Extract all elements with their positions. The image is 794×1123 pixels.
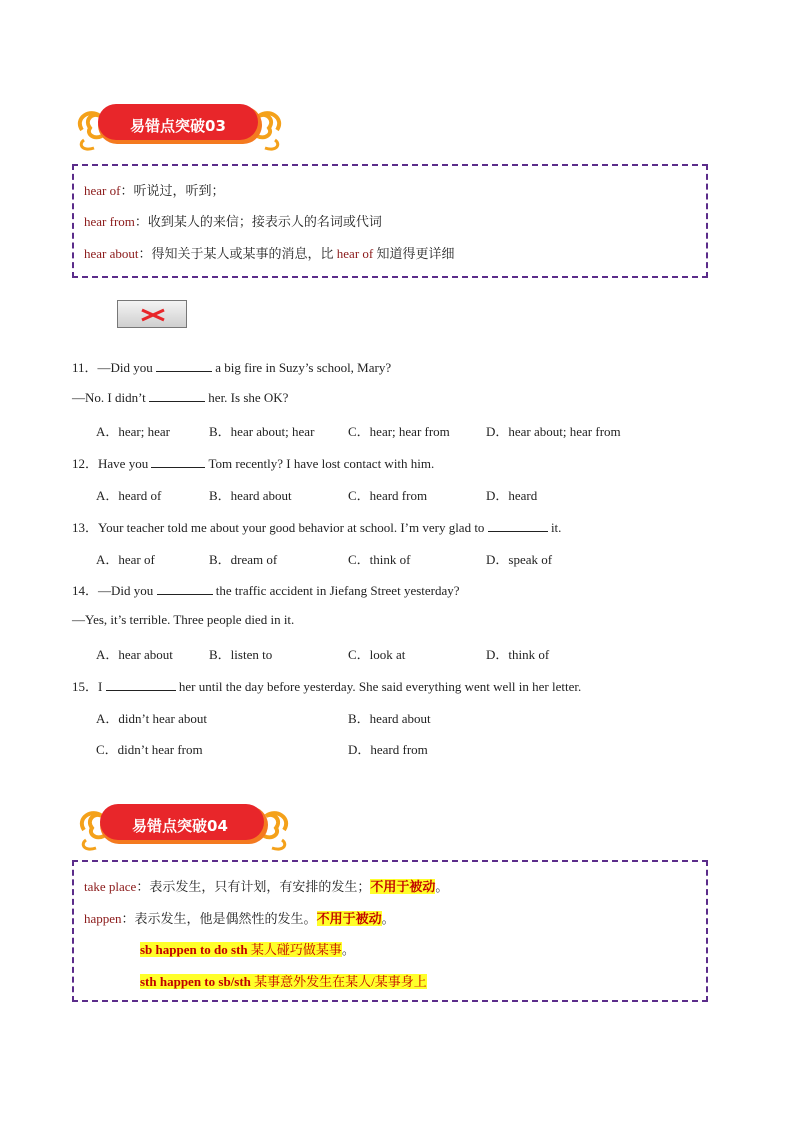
option-c[interactable]: C．hear; hear from	[348, 424, 450, 439]
section-banner-2	[74, 800, 294, 856]
option-c[interactable]: C．look at	[348, 647, 406, 662]
option-c[interactable]: C．didn’t hear from	[96, 742, 203, 757]
pattern-meaning: 某事意外发生在某人/某事身上	[250, 974, 427, 989]
option-b[interactable]: B．hear about; hear	[209, 424, 315, 439]
highlight-text: 不用于被动	[370, 879, 436, 894]
note-text: ：得知关于某人或某事的消息，比	[138, 246, 337, 261]
section-banner-1	[72, 100, 287, 156]
note-text: ：表示发生，他是偶然性的发生。	[121, 911, 317, 926]
option-a[interactable]: A．didn’t hear about	[96, 711, 207, 726]
note-box-1	[72, 164, 708, 278]
question-14-line-2	[72, 612, 294, 628]
cross-icon	[117, 300, 187, 328]
answer-blank[interactable]	[106, 678, 176, 691]
note-text: ：表示发生，只有计划，有安排的发生；	[136, 879, 371, 894]
option-c[interactable]: C．heard from	[348, 488, 428, 503]
question-12	[72, 453, 434, 472]
question-number: 11．	[72, 360, 98, 375]
question-13	[72, 517, 561, 536]
option-a[interactable]: A．hear about	[96, 647, 173, 662]
term: hear from	[84, 214, 135, 229]
option-b[interactable]: B．heard about	[348, 711, 431, 726]
question-11	[72, 357, 391, 376]
term: hear of	[84, 183, 121, 198]
note-text: ：收到某人的来信；接表示人的名词或代词	[134, 214, 382, 229]
option-b[interactable]: B．heard about	[209, 488, 292, 503]
section-title: 易错点突破04	[132, 817, 228, 835]
section-title: 易错点突破03	[130, 117, 226, 135]
question-text: —Yes, it’s terrible. Three people died in it.	[72, 612, 295, 627]
question-text: —Did you	[98, 583, 157, 598]
question-15	[72, 676, 581, 695]
term: hear of	[336, 246, 374, 261]
question-text: the traffic accident in Jiefang Street yesterday?	[212, 583, 460, 598]
question-text: —Did you	[97, 360, 157, 375]
question-text: her. Is she OK?	[205, 390, 289, 405]
option-a[interactable]: A．heard of	[96, 488, 162, 503]
note-line	[140, 939, 355, 958]
option-d[interactable]: D．think of	[486, 647, 550, 662]
option-a[interactable]: A．hear; hear	[96, 424, 170, 439]
note-text: 。	[381, 911, 395, 926]
question-text: —No. I didn’t	[72, 390, 150, 405]
highlight-text: 不用于被动	[316, 911, 382, 926]
pattern-text: sth happen to sb/sth	[140, 974, 251, 989]
answer-blank[interactable]	[151, 455, 205, 468]
note-text: 。	[341, 942, 355, 957]
note-line	[84, 876, 448, 895]
option-b[interactable]: B．listen to	[209, 647, 273, 662]
question-text: Tom recently? I have lost contact with him.	[205, 456, 435, 471]
option-d[interactable]: D．speak of	[486, 552, 553, 567]
answer-blank[interactable]	[156, 359, 212, 372]
option-d[interactable]: D．heard	[486, 488, 538, 503]
question-text: Have you	[98, 456, 152, 471]
note-line	[140, 971, 427, 990]
question-number: 15．	[72, 679, 99, 694]
question-text: it.	[547, 520, 562, 535]
question-number: 14．	[72, 583, 99, 598]
option-a[interactable]: A．hear of	[96, 552, 155, 567]
question-number: 13．	[72, 520, 99, 535]
note-text: ：听说过，听到；	[120, 183, 225, 198]
term: take place	[84, 879, 137, 894]
note-box-2	[72, 860, 708, 1002]
note-line	[84, 211, 382, 230]
pattern-meaning: 某人碰巧做某事	[247, 942, 342, 957]
question-14	[72, 580, 460, 599]
question-text: Your teacher told me about your good behavior at school. I’m very glad to	[98, 520, 488, 535]
term: happen	[84, 911, 122, 926]
question-text: I	[98, 679, 106, 694]
question-text: a big fire in Suzy’s school, Mary?	[212, 360, 392, 375]
note-text: 。	[435, 879, 449, 894]
answer-blank[interactable]	[488, 519, 548, 532]
question-11-line-2	[72, 389, 288, 406]
option-c[interactable]: C．think of	[348, 552, 411, 567]
option-b[interactable]: B．dream of	[209, 552, 278, 567]
note-line	[84, 180, 224, 199]
term: hear about	[84, 246, 139, 261]
option-d[interactable]: D．hear about; hear from	[486, 424, 621, 439]
option-d[interactable]: D．heard from	[348, 742, 428, 757]
answer-blank[interactable]	[149, 389, 205, 402]
note-line	[84, 243, 455, 262]
question-text: her until the day before yesterday. She said everything went well in her letter.	[175, 679, 582, 694]
note-text: 知道得更详细	[373, 246, 455, 261]
note-line	[84, 908, 395, 927]
question-number: 12．	[72, 456, 99, 471]
answer-blank[interactable]	[157, 582, 213, 595]
pattern-text: sb happen to do sth	[140, 942, 248, 957]
